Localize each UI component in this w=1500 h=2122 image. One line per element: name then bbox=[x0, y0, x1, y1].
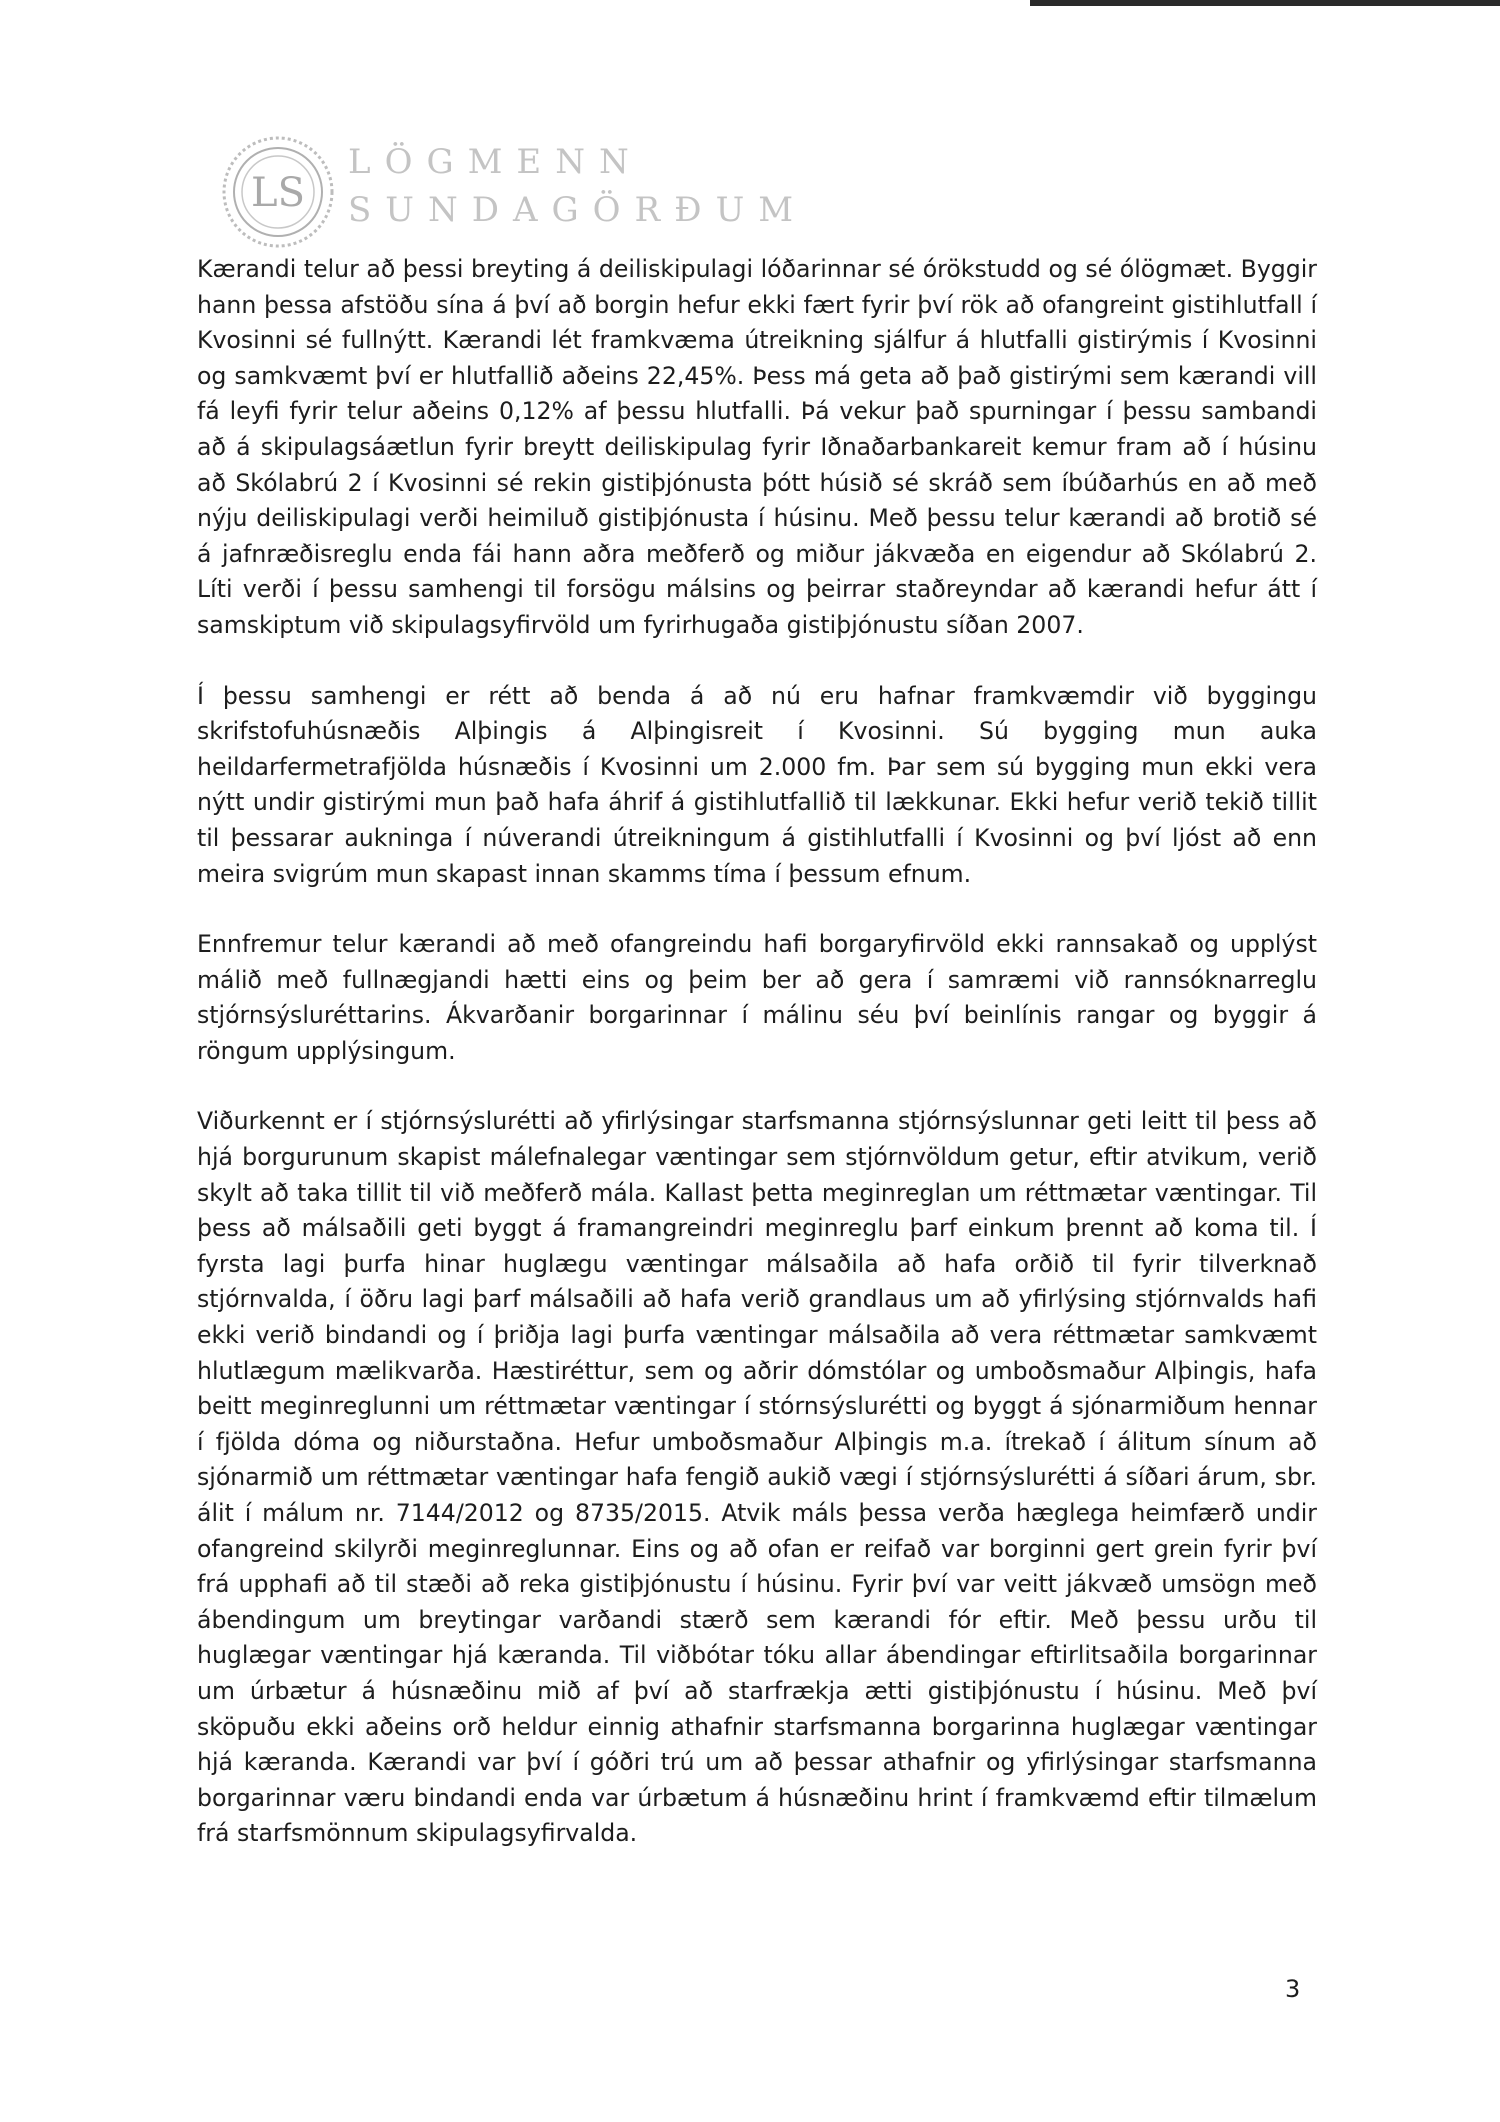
top-rule bbox=[1030, 0, 1500, 6]
paragraph: Í þessu samhengi er rétt að benda á að nú eru hafnar framkvæmdir við byggingu skrifstofuhúsnæðis Alþingis á Alþingisreit í Kvosinni. Sú bygging mun auka heildarfermetrafjölda húsnæðis í Kvosinni um 2.000 fm. Þar sem sú bygging mun ekki vera nýtt undir gistirými mun það hafa áhrif á gistihlutfallið til lækkunar. Ekki hefur verið tekið tillit til þessarar aukninga í núverandi útreikningum á gistihlutfalli í Kvosinni og því ljóst að enn meira svigrúm mun skapast innan skamms tíma í þessum efnum. bbox=[197, 681, 1317, 888]
paragraph: Viðurkennt er í stjórnsýslurétti að yfirlýsingar starfsmanna stjórnsýslunnar geti leitt til þess að hjá borgurunum skapist málefnalegar væntingar sem stjórnvöldum getur, eftir atvikum, verið skylt að taka tillit til við meðferð mála. Kallast þetta meginreglan um réttmætar væntingar. Til þess að málsaðili geti byggt á framangreindri meginreglu þarf einkum þrennt að koma til. Í fyrsta lagi þurfa hinar huglægu væntingar málsaðila að hafa orðið til fyrir tilverknað stjórnvalda, í öðru lagi þarf málsaðili að hafa verið grandlaus um að yfirlýsing stjórnvalds hafi ekki verið bindandi og í þriðja lagi þurfa væntingar málsaðila að vera réttmætar samkvæmt hlutlægum mælikvarða. Hæstiréttur, sem og aðrir dómstólar og umboðsmaður Alþingis, hafa beitt meginreglunni um réttmætar væntingar í stórnsýslurétti og byggt á sjónarmiðum hennar í fjölda dóma og niðurstaðna. Hefur umboðsmaður Alþingis m.a. ítrekað í álitum sínum að sjónarmið um réttmætar væntingar hafa fengið aukið vægi í stjórnsýslurétti á síðari árum, sbr. álit í málum nr. 7144/2012 og 8735/2015. Atvik máls þessa verða hæglega heimfærð undir ofangreind skilyrði meginreglunnar. Eins og að ofan er reifað var borginni gert grein fyrir því frá upphafi að til stæði að reka gistiþjónustu í húsinu. Fyrir því var veitt jákvæð umsögn með ábendingum um breytingar varðandi stærð sem kærandi fór eftir. Með þessu urðu til huglægar væntingar hjá kæranda. Til viðbótar tóku allar ábendingar eftirlitsaðila borgarinnar um úrbætur á húsnæðinu mið af því að starfrækja ætti gistiþjónustu í húsinu. Með því sköpuðu ekki aðeins orð heldur einnig athafnir starfsmanna borgarinna huglægar væntingar hjá kæranda. Kærandi var því í góðri trú um að þessar athafnir og yfirlýsingar starfsmanna borgarinnar væru bindandi enda var úrbætum á húsnæðinu hrint í framkvæmd eftir tilmælum frá starfsmönnum skipulagsyfirvalda. bbox=[197, 1107, 1317, 1848]
letterhead-line-1: LÖGMENN bbox=[348, 142, 643, 182]
document-body bbox=[197, 252, 1317, 1852]
paragraph: Kærandi telur að þessi breyting á deiliskipulagi lóðarinnar sé órökstudd og sé ólögmæt. Byggir hann þessa afstöðu sína á því að borgin hefur ekki fært fyrir því rök að ofangreint gistihlutfall í Kvosinni sé fullnýtt. Kærandi lét framkvæma útreikning sjálfur á hlutfalli gistirýmis í Kvosinni og samkvæmt því er hlutfallið aðeins 22,45%. Þess má geta að það gistirými sem kærandi vill fá leyfi fyrir telur aðeins 0,12% af þessu hlutfalli. Þá vekur það spurningar í þessu sambandi að á skipulagsáætlun fyrir breytt deiliskipulag fyrir Iðnaðarbankareit kemur fram að í húsinu að Skólabrú 2 í Kvosinni sé rekin gistiþjónusta þótt húsið sé skráð sem íbúðarhús en að með nýju deiliskipulagi verði heimiluð gistiþjónusta í húsinu. Með þessu telur kærandi að brotið sé á jafnræðisreglu enda fái hann aðra meðferð og miður jákvæða en eigendur að Skólabrú 2. Líti verði í þessu samhengi til forsögu málsins og þeirrar staðreyndar að kærandi hefur átt í samskiptum við skipulagsyfirvöld um fyrirhugaða gistiþjónustu síðan 2007. bbox=[197, 255, 1317, 639]
letterhead-line-2: SUNDAGÖRÐUM bbox=[348, 190, 808, 230]
emblem-letters: LS bbox=[251, 170, 305, 216]
letterhead-logo bbox=[218, 132, 808, 252]
page-number: 3 bbox=[1285, 1975, 1301, 2003]
firm-emblem-icon bbox=[218, 132, 338, 252]
paragraph: Ennfremur telur kærandi að með ofangreindu hafi borgaryfirvöld ekki rannsakað og upplýst málið með fullnægjandi hætti eins og þeim ber að gera í samræmi við rannsóknarreglu stjórnsýsluréttarins. Ákvarðanir borgarinnar í málinu séu því beinlínis rangar og byggir á röngum upplýsingum. bbox=[197, 930, 1317, 1065]
